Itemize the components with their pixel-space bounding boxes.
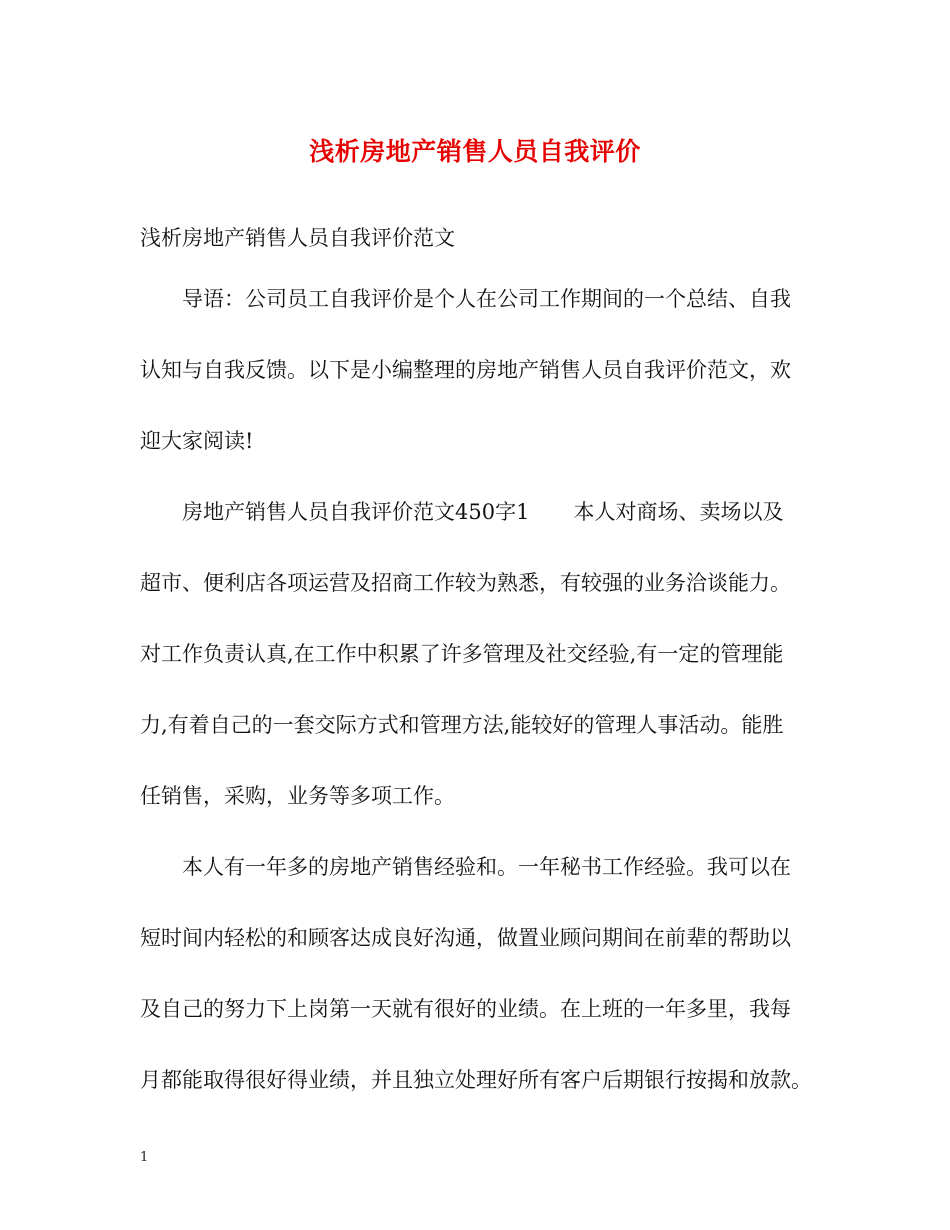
paragraph-1-line-1: 导语：公司员工自我评价是个人在公司工作期间的一个总结、自我	[182, 287, 791, 311]
paragraph-2-line-4: 力,有着自己的一套交际方式和管理方法,能较好的管理人事活动。能胜	[140, 713, 784, 737]
paragraph-3-line-1: 本人有一年多的房地产销售经验和。一年秘书工作经验。我可以在	[182, 855, 791, 879]
document-subtitle: 浅析房地产销售人员自我评价范文	[140, 226, 455, 250]
section-heading: 房地产销售人员自我评价范文450字1	[182, 500, 530, 524]
paragraph-2-line-2: 超市、便利店各项运营及招商工作较为熟悉，有较强的业务洽谈能力。	[140, 571, 791, 595]
paragraph-2-line-5: 任销售，采购，业务等多项工作。	[140, 784, 455, 808]
paragraph-3-line-4: 月都能取得很好得业绩，并且独立处理好所有客户后期银行按揭和放款。	[140, 1068, 812, 1092]
section-intro: 本人对商场、卖场以及	[573, 500, 784, 524]
paragraph-3-line-3: 及自己的努力下上岗第一天就有很好的业绩。在上班的一年多里，我每	[140, 997, 791, 1021]
paragraph-2-line-1	[182, 497, 783, 527]
paragraph-1-line-3: 迎大家阅读!	[140, 429, 254, 453]
paragraph-2-line-3: 对工作负责认真,在工作中积累了许多管理及社交经验,有一定的管理能	[140, 642, 784, 666]
page-number: 1	[140, 1150, 149, 1165]
paragraph-1-line-2: 认知与自我反馈。以下是小编整理的房地产销售人员自我评价范文，欢	[140, 358, 791, 382]
paragraph-3-line-2: 短时间内轻松的和顾客达成良好沟通，做置业顾问期间在前辈的帮助以	[140, 926, 791, 950]
document-title: 浅析房地产销售人员自我评价	[309, 137, 641, 166]
